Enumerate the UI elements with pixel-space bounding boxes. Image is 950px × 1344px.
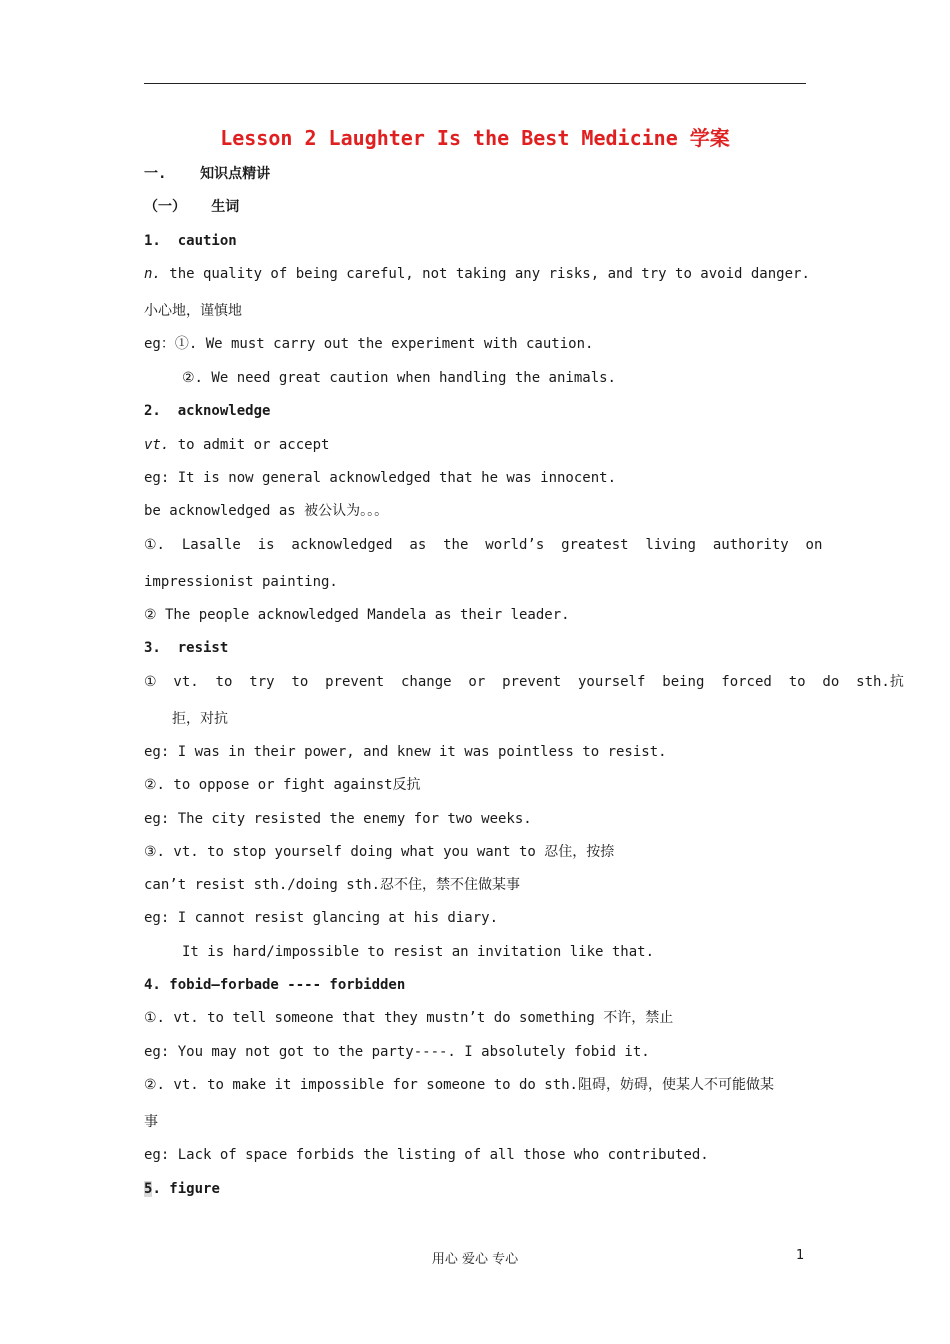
part-of-speech: vt. — [144, 437, 170, 453]
word-heading-acknowledge: 2. acknowledge — [144, 403, 271, 419]
sense-line: ③. vt. to stop yourself doing what you want to 忍住，按捺 — [144, 844, 615, 860]
subsection-heading: （一） 生词 — [144, 199, 240, 215]
example-line: eg: It is now general acknowledged that he was innocent. — [144, 470, 617, 486]
phrase-line: can’t resist sth./doing sth.忍不住，禁不住做某事 — [144, 877, 521, 893]
highlighted-number: 5 — [144, 1181, 153, 1197]
example-line: eg: Lack of space forbids the listing of all those who contributed. — [144, 1147, 709, 1163]
section-heading: 一. 知识点精讲 — [144, 166, 271, 182]
page-number: 1 — [796, 1248, 805, 1263]
example-line: eg: I cannot resist glancing at his diary. — [144, 910, 499, 926]
definition-line — [144, 435, 329, 455]
example-line: ①. Lasalle is acknowledged as the world’s greatest living authority on — [144, 537, 823, 553]
definition-text: to admit or accept — [169, 437, 330, 453]
sense-line: ①. vt. to tell someone that they mustn’t do something 不许，禁止 — [144, 1010, 674, 1026]
part-of-speech: n. — [144, 266, 161, 282]
word-heading-resist: 3. resist — [144, 640, 229, 656]
example-line: It is hard/impossible to resist an invitation like that. — [182, 944, 655, 960]
example-line: impressionist painting. — [144, 574, 338, 590]
sense-line: ②. to oppose or fight against反抗 — [144, 777, 421, 793]
chinese-meaning: 小心地，谨慎地 — [144, 303, 242, 319]
sense-line: ① vt. to try to prevent change or prevent yourself being forced to do sth.抗 — [144, 674, 904, 690]
example-line: eg: The city resisted the enemy for two weeks. — [144, 811, 532, 827]
example-line: ② The people acknowledged Mandela as their leader. — [144, 607, 570, 623]
page-title: Lesson 2 Laughter Is the Best Medicine 学案 — [220, 126, 730, 150]
word-heading-figure: 5. figure — [144, 1181, 220, 1197]
phrase-line: be acknowledged as 被公认为。。。 — [144, 503, 389, 519]
example-line: eg: You may not got to the party----. I absolutely fobid it. — [144, 1044, 650, 1060]
word-heading-forbid: 4. fobid—forbade ---- forbidden — [144, 977, 406, 993]
word-heading-caution: 1. caution — [144, 233, 237, 249]
sense-line: 事 — [144, 1114, 158, 1130]
sense-line: 拒，对抗 — [172, 711, 228, 727]
example-line: ②. We need great caution when handling the animals. — [182, 370, 616, 386]
definition-text: the quality of being careful, not taking any risks, and try to avoid danger. — [160, 266, 810, 282]
sense-line: ②. vt. to make it impossible for someone to do sth.阻碍，妨碍，使某人不可能做某 — [144, 1077, 774, 1093]
example-line: eg：①. We must carry out the experiment with caution. — [144, 336, 594, 352]
definition-line — [144, 264, 810, 284]
header-rule — [144, 83, 806, 84]
page-footer: 用心 爱心 专心 — [431, 1252, 519, 1267]
example-line: eg: I was in their power, and knew it was pointless to resist. — [144, 744, 667, 760]
